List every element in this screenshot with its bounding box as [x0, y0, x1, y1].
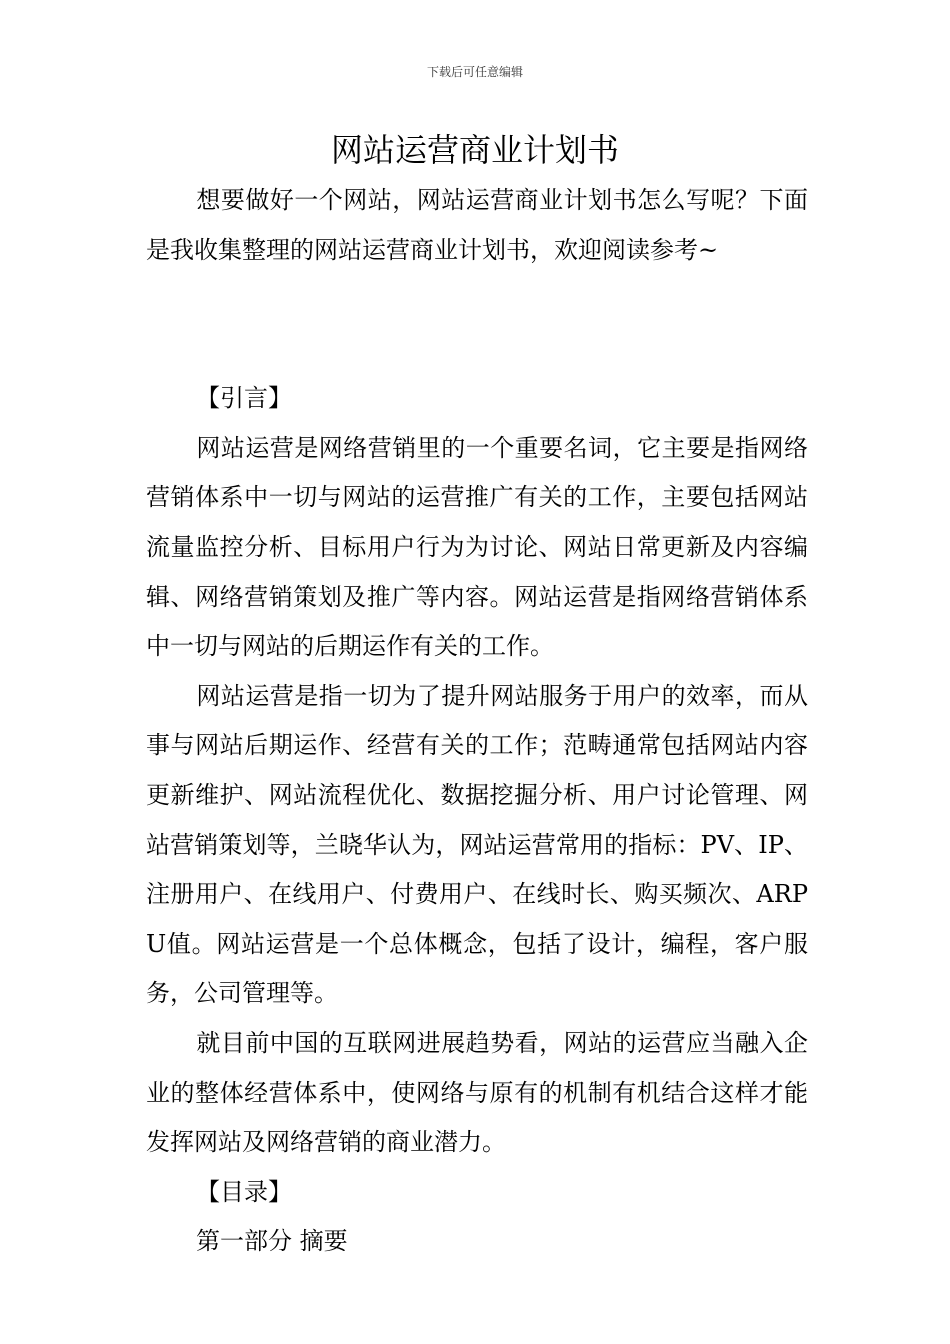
header-note: 下载后可任意编辑	[426, 65, 523, 79]
intro-paragraph: 想要做好一个网站，网站运营商业计划书怎么写呢？下面是我收集整理的网站运营商业计划书，欢迎阅读参考~	[146, 186, 808, 264]
document-body	[146, 176, 808, 1267]
toc-heading: 【目录】	[196, 1177, 292, 1206]
body-paragraph-1: 网站运营是网络营销里的一个重要名词，它主要是指网络营销体系中一切与网站的运营推广有关的工作，主要包括网站流量监控分析、目标用户行为为讨论、网站日常更新及内容编辑、网络营销策划及推广等内容。网站运营是指网络营销体系中一切与网站的后期运作有关的工作。	[146, 433, 808, 661]
body-paragraph-3: 就目前中国的互联网进展趋势看，网站的运营应当融入企业的整体经营体系中，使网络与原有的机制有机结合这样才能发挥网站及网络营销的商业潜力。	[146, 1028, 808, 1157]
document-title: 网站运营商业计划书	[330, 131, 619, 169]
toc-item-1: 第一部分 摘要	[196, 1227, 348, 1256]
preface-heading: 【引言】	[196, 384, 292, 413]
blank-space	[146, 275, 808, 374]
body-paragraph-2: 网站运营是指一切为了提升网站服务于用户的效率，而从事与网站后期运作、经营有关的工作；范畴通常包括网站内容更新维护、网站流程优化、数据挖掘分析、用户讨论管理、网站营销策划等，兰晓华认为，网站运营常用的指标：PV、IP、注册用户、在线用户、付费用户、在线时长、购买频次、ARPU值。网站运营是一个总体概念，包括了设计，编程，客户服务，公司管理等。	[146, 681, 808, 1008]
